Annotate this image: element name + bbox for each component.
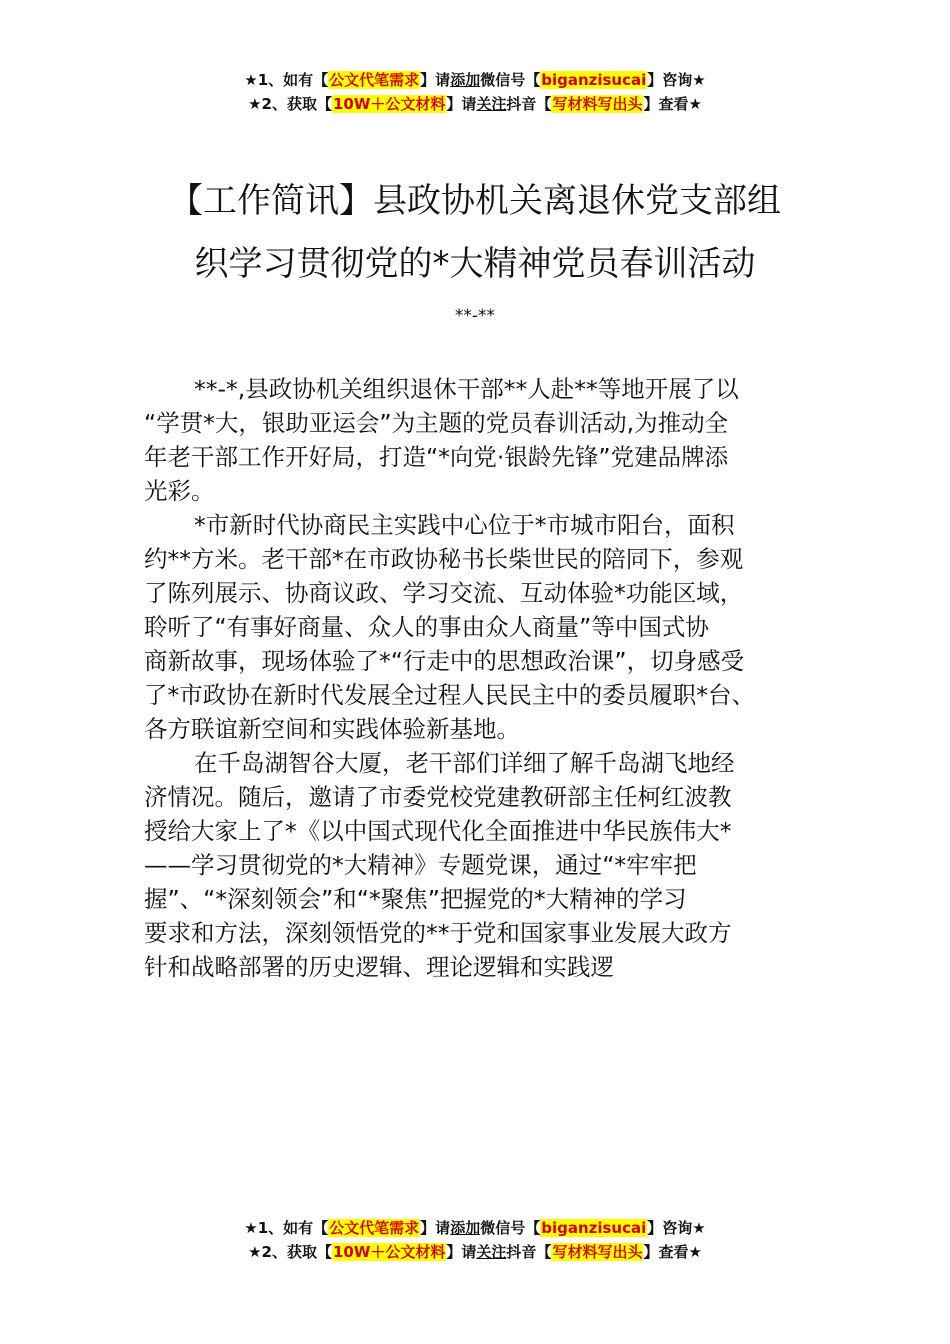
promo-line-2 [0, 1240, 950, 1264]
wechat-id-highlight: biganzisucai [541, 1219, 647, 1237]
body-line: 商新故事，现场体验了*“行走中的思想政治课”，切身感受 [144, 647, 745, 675]
body-line: 了*市政协在新时代发展全过程人民民主中的委员履职*台、 [144, 681, 755, 709]
header-promo-banner [0, 68, 950, 116]
document-body [144, 372, 824, 984]
body-line: 了陈列展示、协商议政、学习交流、互动体验*功能区域， [144, 579, 744, 607]
promo-highlight: 10W＋公文材料 [332, 1243, 446, 1261]
promo-text: 】查看★ [643, 95, 702, 113]
body-line: **-*,县政协机关组织退休干部**人赴**等地开展了以 [194, 375, 739, 403]
promo-text: 】查看★ [643, 1243, 702, 1261]
document-date: **-** [454, 306, 496, 326]
promo-underlined: 关注 [476, 95, 507, 113]
douyin-id-highlight: 写材料写出头 [552, 95, 643, 113]
promo-text: 】咨询★ [647, 1219, 706, 1237]
promo-line-2 [0, 92, 950, 116]
wechat-id-highlight: biganzisucai [541, 71, 647, 89]
title-line: 织学习贯彻党的*大精神党员春训活动 [194, 244, 756, 284]
body-line: 各方联谊新空间和实践体验新基地。 [144, 715, 520, 743]
body-line: 聆听了“有事好商量、众人的事由众人商量”等中国式协 [144, 613, 709, 641]
body-line: “学贯*大，银助亚运会”为主题的党员春训活动,为推动全 [144, 409, 729, 437]
document-title [60, 170, 890, 296]
promo-underlined: 添加 [450, 71, 481, 89]
promo-highlight: 10W＋公文材料 [332, 95, 446, 113]
promo-underlined: 关注 [476, 1243, 507, 1261]
promo-text: ★2、获取【 [248, 1243, 332, 1261]
promo-text: 】咨询★ [647, 71, 706, 89]
promo-line-1 [0, 1216, 950, 1240]
body-line: 要求和方法，深刻领悟党的**于党和国家事业发展大政方 [144, 919, 732, 947]
body-line: 在千岛湖智谷大厦，老干部们详细了解千岛湖飞地经 [194, 749, 735, 777]
body-line: 济情况。随后，邀请了市委党校党建教研部主任柯红波教 [144, 783, 732, 811]
body-line: *市新时代协商民主实践中心位于*市城市阳台，面积 [194, 511, 735, 539]
body-line: 授给大家上了*《以中国式现代化全面推进中华民族伟大* [144, 817, 732, 845]
promo-text: 】请 [446, 1243, 477, 1261]
body-line: 针和战略部署的历史逻辑、理论逻辑和实践逻 [144, 953, 614, 981]
promo-text: 】请 [420, 1219, 451, 1237]
promo-underlined: 添加 [450, 1219, 481, 1237]
promo-text: 抖音【 [506, 95, 552, 113]
promo-text: 微信号【 [480, 1219, 541, 1237]
promo-text: ★1、如有【 [244, 71, 329, 89]
body-line: ——学习贯彻党的*大精神》专题党课，通过“*牢牢把 [144, 851, 697, 879]
body-line: 握”、“*深刻领会”和“*聚焦”把握党的*大精神的学习 [144, 885, 687, 913]
promo-text: ★2、获取【 [248, 95, 332, 113]
title-line: 【工作简讯】县政协机关离退休党支部组 [169, 181, 781, 221]
footer-promo-banner [0, 1216, 950, 1264]
body-line: 约**方米。老干部*在市政协秘书长柴世民的陪同下，参观 [144, 545, 744, 573]
body-line: 年老干部工作开好局，打造“*向党·银龄先锋”党建品牌添 [144, 443, 729, 471]
promo-text: 】请 [420, 71, 451, 89]
promo-text: 】请 [446, 95, 477, 113]
promo-text: 微信号【 [480, 71, 541, 89]
promo-text: 抖音【 [506, 1243, 552, 1261]
body-line: 光彩。 [144, 477, 215, 505]
douyin-id-highlight: 写材料写出头 [552, 1243, 643, 1261]
promo-highlight: 公文代笔需求 [329, 1219, 420, 1237]
promo-text: ★1、如有【 [244, 1219, 329, 1237]
promo-line-1 [0, 68, 950, 92]
promo-highlight: 公文代笔需求 [329, 71, 420, 89]
